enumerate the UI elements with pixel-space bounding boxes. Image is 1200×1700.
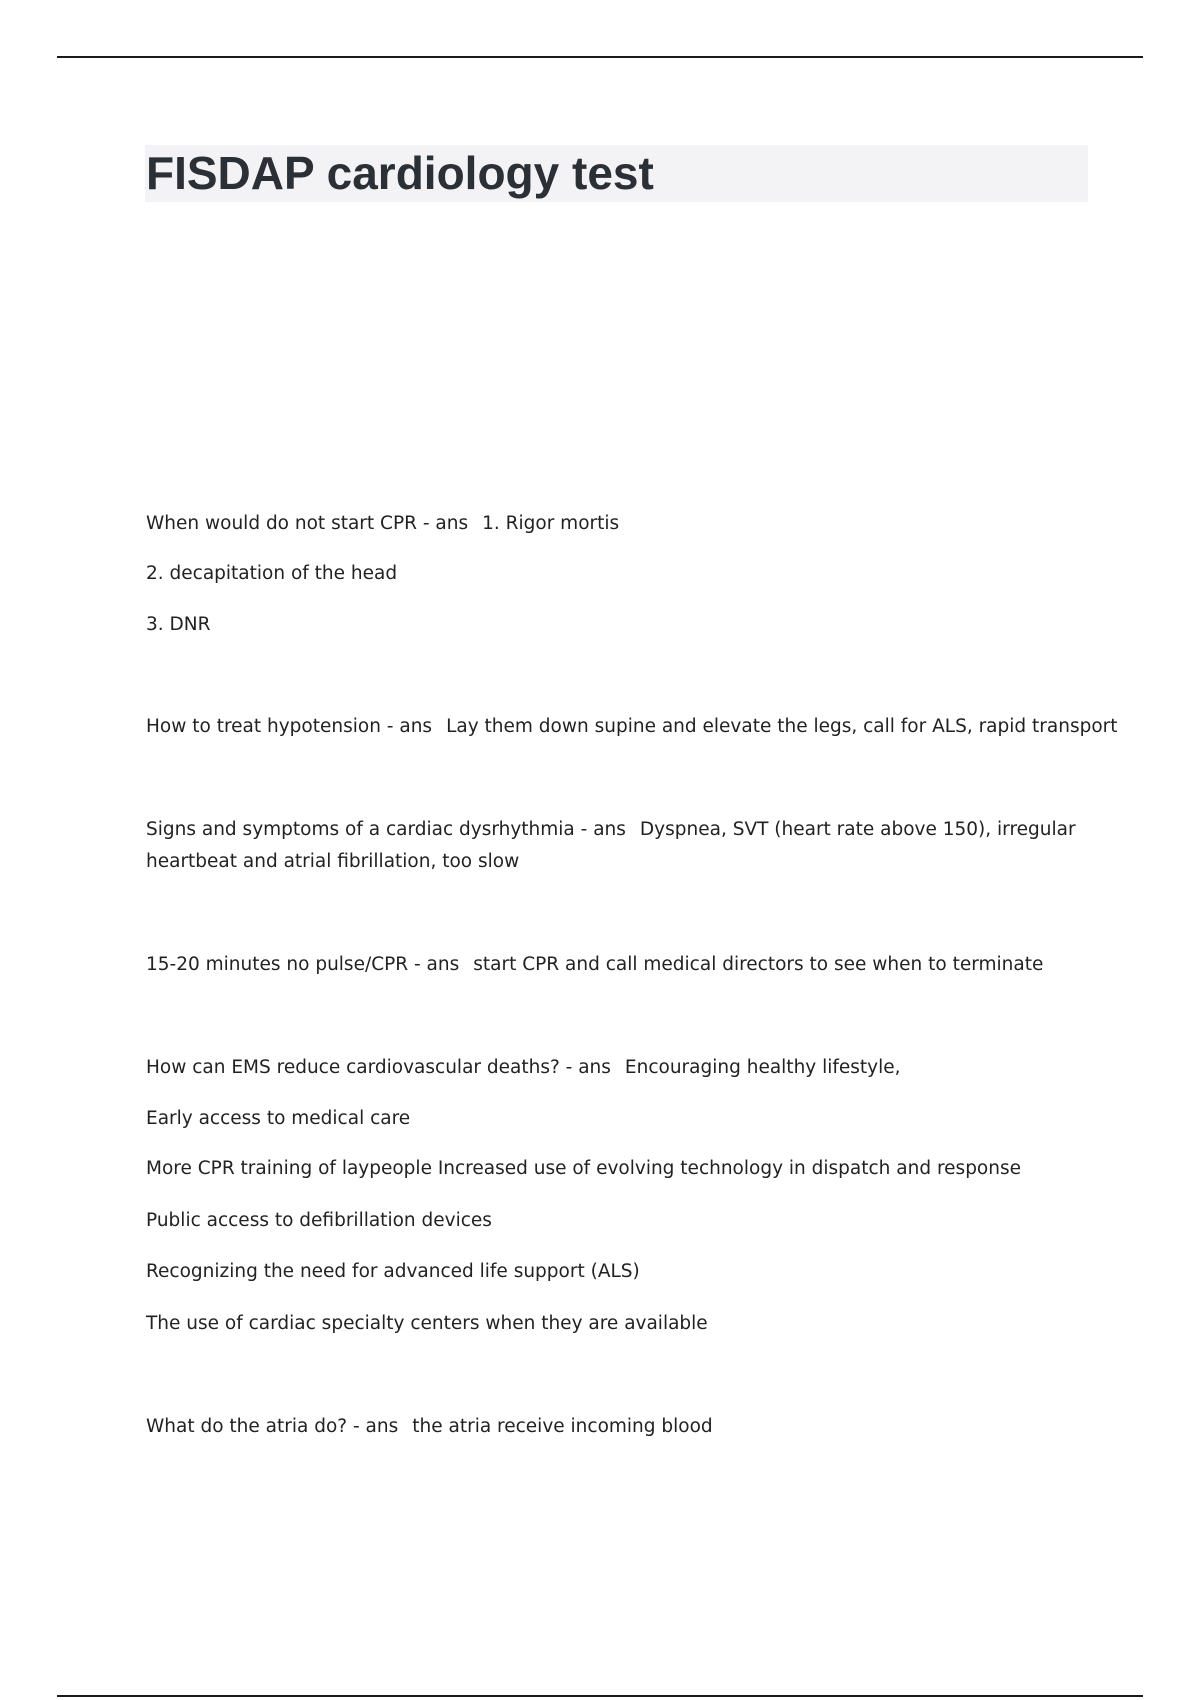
qa-4-line-1 xyxy=(146,949,1043,981)
qa-5-answer-line: Recognizing the need for advanced life support (ALS) xyxy=(146,1261,640,1282)
qa-1-line-1 xyxy=(146,508,619,540)
page-title: FISDAP cardiology test xyxy=(146,147,654,199)
qa-1-answer-line: 2. decapitation of the head xyxy=(146,563,398,584)
qa-5-answer-line: Encouraging healthy lifestyle, xyxy=(624,1057,901,1078)
qa-3-question: Signs and symptoms of a cardiac dysrhythmia - ans xyxy=(146,819,626,840)
qa-3-answer-line: Dyspnea, SVT (heart rate above 150), irregular xyxy=(639,819,1076,840)
qa-6-question: What do the atria do? - ans xyxy=(146,1416,399,1437)
qa-5-answer-line: The use of cardiac specialty centers when they are available xyxy=(146,1313,708,1334)
qa-6-line-1 xyxy=(146,1411,713,1443)
qa-5-line-1 xyxy=(146,1052,901,1084)
qa-2-line-1 xyxy=(146,711,1118,743)
qa-3-answer-line: heartbeat and atrial fibrillation, too slow xyxy=(146,851,520,872)
qa-1-answer-line: 1. Rigor mortis xyxy=(482,513,620,534)
bottom-rule xyxy=(57,1695,1143,1697)
qa-6-answer-line: the atria receive incoming blood xyxy=(412,1416,713,1437)
qa-5-question: How can EMS reduce cardiovascular deaths? - ans xyxy=(146,1057,611,1078)
top-rule xyxy=(57,56,1143,58)
qa-4-question: 15-20 minutes no pulse/CPR - ans xyxy=(146,954,460,975)
qa-5-answer-line: Early access to medical care xyxy=(146,1108,411,1129)
qa-2-question: How to treat hypotension - ans xyxy=(146,716,433,737)
qa-2-answer-line: Lay them down supine and elevate the legs, call for ALS, rapid transport xyxy=(446,716,1118,737)
qa-4-answer-line: start CPR and call medical directors to see when to terminate xyxy=(473,954,1044,975)
qa-1-answer-line: 3. DNR xyxy=(146,614,211,635)
qa-5-answer-line: More CPR training of laypeople Increased use of evolving technology in dispatch and response xyxy=(146,1158,1022,1179)
qa-1-question: When would do not start CPR - ans xyxy=(146,513,469,534)
qa-3-line-1 xyxy=(146,814,1076,846)
qa-5-answer-line: Public access to defibrillation devices xyxy=(146,1210,492,1231)
